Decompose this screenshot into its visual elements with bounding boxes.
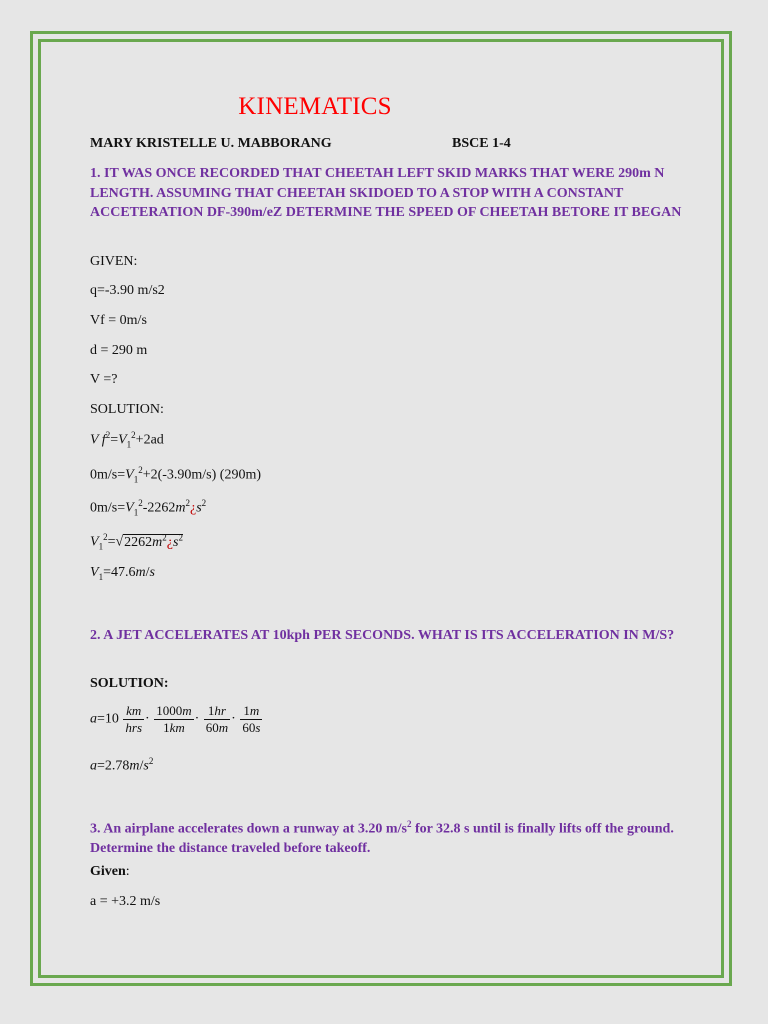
question-1: 1. IT WAS ONCE RECORDED THAT CHEETAH LEFT SKID MARKS THAT WERE 290m N LENGTH. ASSUMING THAT CHEETAH SKIDOED TO A STOP WITH A CONSTANT ACCETERATION DF-390m/eZ DETERMINE THE SPEED OF CHEETAH BETORE IT BEGAN — [90, 166, 682, 220]
question-2: 2. A JET ACCELERATES AT 10kph PER SECONDS. WHAT IS ITS ACCELERATION IN M/S? — [90, 628, 675, 643]
q1-equation-3: $0m/s=V_1^2-2262m^2¿s^2$ — [90, 498, 207, 518]
q3-given-colon: : — [125, 864, 130, 879]
q3-given-label — [90, 864, 130, 880]
q1-equation-4: $V_1^2=√2262m^2¿s^2$ — [90, 532, 183, 552]
course-code: BSCE 1-4 — [452, 136, 511, 151]
page-title: KINEMATICS — [238, 93, 392, 120]
q1-equation-1: V $f^2=V_1^2+2ad$ — [90, 430, 164, 450]
q1-given-unknown: V =? — [90, 372, 118, 387]
q1-given-distance: d = 290 m — [90, 343, 148, 358]
question-3: 3. An airplane accelerates down a runway at 3.20 $m/s^2$ for 32.8 s until is finally lifts off the ground. Determine the distance traveled before takeoff. — [90, 819, 674, 857]
q2-equation-1: a=10 $\frac{km}{\text{hrs}}$ · $\frac{1000m}{1km}$ · $\frac{1hr}{60m}$ · $\frac{1m}{60s}$ — [90, 703, 261, 735]
q1-given-label: GIVEN: — [90, 254, 138, 269]
q3-given-acceleration: a = +3.2 m/s — [90, 894, 161, 909]
q2-equation-2: $a=2.78m/s^2$ — [90, 756, 154, 774]
q1-given-final-velocity: Vf = 0m/s — [90, 313, 147, 328]
author-name: MARY KRISTELLE U. MABBORANG — [90, 136, 332, 151]
question-3-text-b: for 32.8 s until is finally lifts off the ground. Determine the distance traveled before takeoff. — [90, 821, 674, 857]
q3-given-word: Given — [90, 864, 126, 879]
q1-equation-2: $0m/s=V_1^2+2(-3.90m/s)$ (290m) — [90, 465, 262, 485]
q1-given-acceleration: q=-3.90 m/s2 — [90, 283, 165, 298]
q1-equation-5: $V_1=47.6m/s$ — [90, 565, 155, 582]
q1-solution-label: SOLUTION: — [90, 402, 164, 417]
question-3-text-a: 3. An airplane accelerates down a runway at 3.20 m/s — [90, 821, 407, 837]
q2-solution-label: SOLUTION: — [90, 676, 169, 691]
